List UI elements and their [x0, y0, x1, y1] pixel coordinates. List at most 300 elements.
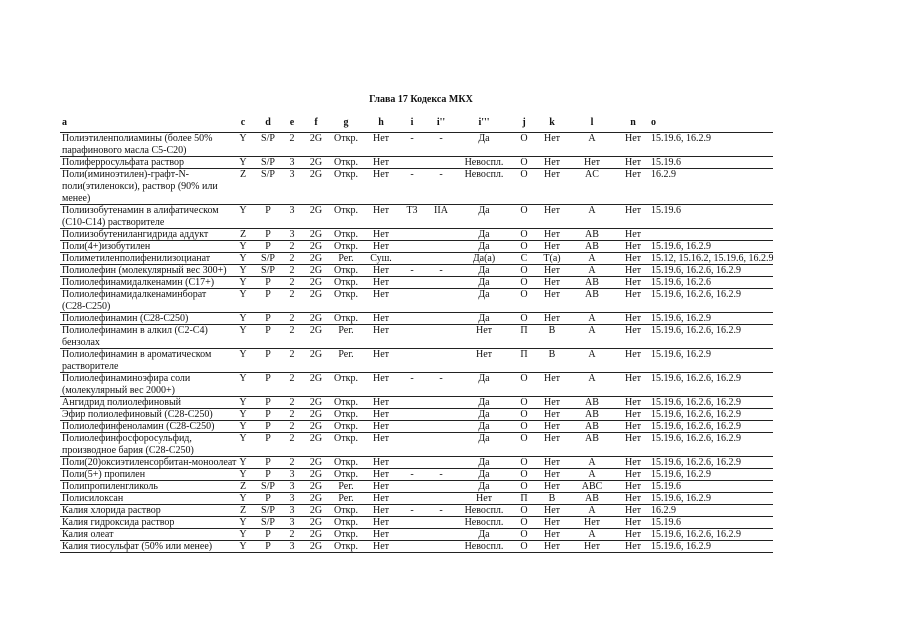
column-header-a: a	[62, 117, 67, 128]
cell-o: 15.19.6, 16.2.9	[651, 133, 711, 144]
cell-o: 15.19.6, 16.2.9	[651, 349, 711, 360]
cell-d: P	[265, 529, 271, 540]
cell-d: P	[265, 469, 271, 480]
cell-e: 2	[289, 409, 295, 420]
cell-e: 3	[289, 505, 295, 516]
cell-i3: Невоспл.	[464, 505, 504, 516]
substance-name-line: Полиолефинамин (C28-C250)	[62, 313, 189, 324]
cell-o: 15.19.6, 16.2.6, 16.2.9	[651, 409, 741, 420]
cell-k: Нет	[543, 313, 561, 324]
cell-f: 2G	[309, 133, 323, 144]
cell-l: A	[588, 325, 596, 336]
cell-c: Y	[239, 265, 247, 276]
cell-k: Т(а)	[543, 253, 561, 264]
substance-name-line: поли(этиленокси), раствор (90% или	[62, 181, 218, 192]
cell-o: 15.19.6, 16.2.9	[651, 541, 711, 552]
cell-h: Нет	[372, 325, 390, 336]
cell-f: 2G	[309, 409, 323, 420]
cell-g: Откр.	[334, 529, 358, 540]
cell-i3: Да	[478, 277, 490, 288]
cell-i3: Невоспл.	[464, 541, 504, 552]
cell-d: P	[265, 277, 271, 288]
cell-l: AB	[585, 289, 599, 300]
cell-g: Откр.	[334, 409, 358, 420]
cell-l: Нет	[583, 517, 601, 528]
cell-n: Нет	[624, 325, 642, 336]
cell-d: S/P	[261, 169, 275, 180]
cell-h: Нет	[372, 277, 390, 288]
cell-d: S/P	[261, 481, 275, 492]
table-row	[0, 493, 905, 505]
cell-c: Y	[239, 469, 247, 480]
cell-f: 2G	[309, 373, 323, 384]
cell-f: 2G	[309, 421, 323, 432]
cell-f: 2G	[309, 481, 323, 492]
substance-name-line: растворителе	[62, 361, 119, 372]
cell-c: Y	[239, 421, 247, 432]
cell-o: 15.19.6	[651, 481, 681, 492]
cell-l: AB	[585, 277, 599, 288]
cell-n: Нет	[624, 469, 642, 480]
table-row	[0, 133, 905, 157]
cell-c: Z	[239, 481, 247, 492]
table-row	[0, 541, 905, 553]
cell-o: 15.19.6	[651, 157, 681, 168]
substance-name-line: Полиферросульфата раствор	[62, 157, 185, 168]
cell-o: 15.19.6, 16.2.9	[651, 241, 711, 252]
cell-l: AB	[585, 397, 599, 408]
cell-k: Нет	[543, 469, 561, 480]
cell-d: P	[265, 313, 271, 324]
cell-n: Нет	[624, 253, 642, 264]
substance-name-line: Калия тиосульфат (50% или менее)	[62, 541, 213, 552]
cell-l: A	[588, 313, 596, 324]
cell-g: Рег.	[338, 349, 354, 360]
cell-n: Нет	[624, 277, 642, 288]
substance-name-line: производное бария (C28-C250)	[62, 445, 194, 456]
cell-i3: Да	[478, 421, 490, 432]
table-row	[0, 253, 905, 265]
cell-k: Нет	[543, 133, 561, 144]
cell-k: Нет	[543, 517, 561, 528]
cell-j: О	[520, 505, 528, 516]
substance-name-line: Полипропиленгликоль	[62, 481, 158, 492]
cell-h: Нет	[372, 169, 390, 180]
cell-l: A	[588, 373, 596, 384]
cell-l: AB	[585, 241, 599, 252]
substance-name-line: Полиолефинамин в алкил (C2-C4)	[62, 325, 208, 336]
table-row	[0, 469, 905, 481]
column-header-j: j	[522, 117, 526, 128]
substance-name-line: Полиизобутенилангидрида аддукт	[62, 229, 209, 240]
cell-l: Нет	[583, 157, 601, 168]
table-row	[0, 517, 905, 529]
cell-c: Y	[239, 133, 247, 144]
cell-e: 3	[289, 517, 295, 528]
cell-c: Y	[239, 325, 247, 336]
cell-g: Рег.	[338, 325, 354, 336]
cell-l: A	[588, 457, 596, 468]
cell-o: 15.19.6	[651, 205, 681, 216]
cell-f: 2G	[309, 157, 323, 168]
cell-c: Y	[239, 541, 247, 552]
cell-g: Откр.	[334, 133, 358, 144]
table-row	[0, 349, 905, 373]
substance-name-line: Поли(5+) пропилен	[62, 469, 146, 480]
cell-g: Откр.	[334, 373, 358, 384]
cell-g: Откр.	[334, 517, 358, 528]
substance-name	[62, 313, 238, 325]
cell-d: P	[265, 433, 271, 444]
column-header-h: h	[378, 117, 384, 128]
cell-c: Y	[239, 529, 247, 540]
cell-h: Нет	[372, 505, 390, 516]
substance-name-line: Полисилоксан	[62, 493, 124, 504]
substance-name	[62, 409, 238, 421]
substance-name-line: бензолах	[62, 337, 100, 348]
cell-g: Откр.	[334, 457, 358, 468]
cell-j: П	[520, 349, 528, 360]
cell-k: Нет	[543, 277, 561, 288]
cell-f: 2G	[309, 493, 323, 504]
cell-d: S/P	[261, 265, 275, 276]
cell-e: 3	[289, 157, 295, 168]
cell-k: Нет	[543, 373, 561, 384]
cell-i: -	[410, 133, 414, 144]
cell-n: Нет	[624, 421, 642, 432]
cell-g: Откр.	[334, 169, 358, 180]
cell-e: 2	[289, 421, 295, 432]
cell-o: 15.19.6, 16.2.6, 16.2.9	[651, 289, 741, 300]
cell-f: 2G	[309, 433, 323, 444]
cell-k: В	[548, 325, 556, 336]
cell-c: Y	[239, 253, 247, 264]
cell-o: 15.19.6, 16.2.6, 16.2.9	[651, 457, 741, 468]
cell-c: Y	[239, 409, 247, 420]
table-header	[0, 114, 905, 133]
cell-l: ABC	[581, 481, 603, 492]
cell-i3: Да	[478, 433, 490, 444]
table-row	[0, 205, 905, 229]
cell-i3: Да	[478, 409, 490, 420]
cell-o: 15.12, 15.16.2, 15.19.6, 16.2.9	[651, 253, 774, 264]
cell-o: 15.19.6, 16.2.6, 16.2.9	[651, 325, 741, 336]
substance-name	[62, 169, 238, 205]
cell-k: Нет	[543, 241, 561, 252]
cell-o: 16.2.9	[651, 169, 676, 180]
cell-l: A	[588, 505, 596, 516]
cell-e: 3	[289, 205, 295, 216]
cell-f: 2G	[309, 229, 323, 240]
cell-n: Нет	[624, 409, 642, 420]
cell-e: 3	[289, 481, 295, 492]
cell-k: В	[548, 349, 556, 360]
cell-n: Нет	[624, 505, 642, 516]
substance-name	[62, 469, 238, 481]
cell-h: Нет	[372, 457, 390, 468]
cell-j: О	[520, 157, 528, 168]
substance-name	[62, 397, 238, 409]
cell-h: Нет	[372, 289, 390, 300]
cell-j: О	[520, 457, 528, 468]
cell-c: Y	[239, 205, 247, 216]
cell-e: 2	[289, 433, 295, 444]
cell-o: 15.19.6, 16.2.6, 16.2.9	[651, 529, 741, 540]
cell-f: 2G	[309, 277, 323, 288]
substance-name	[62, 289, 238, 313]
substance-name	[62, 481, 238, 493]
cell-d: P	[265, 373, 271, 384]
cell-o: 15.19.6	[651, 517, 681, 528]
cell-c: Z	[239, 169, 247, 180]
cell-o: 15.19.6, 16.2.6, 16.2.9	[651, 373, 741, 384]
cell-d: S/P	[261, 157, 275, 168]
cell-k: Нет	[543, 205, 561, 216]
cell-e: 2	[289, 325, 295, 336]
cell-d: P	[265, 541, 271, 552]
cell-k: Нет	[543, 541, 561, 552]
cell-i3: Да	[478, 373, 490, 384]
cell-l: AC	[585, 169, 599, 180]
table-row	[0, 409, 905, 421]
substance-name	[62, 529, 238, 541]
column-header-i2: i''	[436, 117, 446, 128]
cell-j: О	[520, 517, 528, 528]
cell-j: О	[520, 313, 528, 324]
cell-o: 15.19.6, 16.2.6, 16.2.9	[651, 433, 741, 444]
substance-name-line: Полиолефин (молекулярный вес 300+)	[62, 265, 227, 276]
cell-g: Откр.	[334, 205, 358, 216]
cell-e: 2	[289, 277, 295, 288]
cell-h: Нет	[372, 433, 390, 444]
substance-name	[62, 349, 238, 373]
substance-name	[62, 133, 238, 157]
cell-e: 3	[289, 493, 295, 504]
cell-n: Нет	[624, 541, 642, 552]
table-row	[0, 433, 905, 457]
cell-d: P	[265, 421, 271, 432]
substance-name-line: Полиолефинфеноламин (C28-C250)	[62, 421, 215, 432]
cell-k: Нет	[543, 421, 561, 432]
cell-c: Y	[239, 373, 247, 384]
cell-i3: Невоспл.	[464, 157, 504, 168]
cell-d: S/P	[261, 133, 275, 144]
cell-k: Нет	[543, 433, 561, 444]
cell-h: Нет	[372, 409, 390, 420]
cell-j: О	[520, 541, 528, 552]
cell-e: 2	[289, 349, 295, 360]
substance-name	[62, 277, 238, 289]
cell-n: Нет	[624, 457, 642, 468]
column-header-k: k	[549, 117, 555, 128]
cell-g: Откр.	[334, 469, 358, 480]
table-row	[0, 481, 905, 493]
cell-e: 3	[289, 229, 295, 240]
cell-i: -	[410, 265, 414, 276]
cell-f: 2G	[309, 241, 323, 252]
substance-name-line: Поли(4+)изобутилен	[62, 241, 151, 252]
cell-i2: -	[439, 469, 443, 480]
cell-o: 16.2.9	[651, 505, 676, 516]
cell-i3: Да	[478, 133, 490, 144]
cell-i3: Да	[478, 229, 490, 240]
cell-l: A	[588, 469, 596, 480]
table-row	[0, 265, 905, 277]
cell-i3: Да	[478, 205, 490, 216]
cell-f: 2G	[309, 313, 323, 324]
cell-j: О	[520, 277, 528, 288]
cell-l: A	[588, 349, 596, 360]
cell-h: Нет	[372, 205, 390, 216]
cell-j: О	[520, 469, 528, 480]
cell-g: Откр.	[334, 229, 358, 240]
cell-h: Нет	[372, 265, 390, 276]
cell-n: Нет	[624, 205, 642, 216]
cell-g: Откр.	[334, 313, 358, 324]
cell-i: -	[410, 469, 414, 480]
substance-name-line: Полиолефинаминоэфира соли	[62, 373, 191, 384]
substance-name	[62, 493, 238, 505]
cell-j: П	[520, 325, 528, 336]
cell-n: Нет	[624, 433, 642, 444]
cell-l: A	[588, 133, 596, 144]
cell-o: 15.19.6, 16.2.6	[651, 277, 711, 288]
substance-name-line: Поли(20)оксиэтиленсорбитан-моноолеат	[62, 457, 237, 468]
table-row	[0, 325, 905, 349]
substance-name-line: Калия гидроксида раствор	[62, 517, 175, 528]
cell-h: Нет	[372, 493, 390, 504]
cell-c: Z	[239, 505, 247, 516]
cell-h: Нет	[372, 349, 390, 360]
substance-name	[62, 205, 238, 229]
substance-name	[62, 457, 238, 469]
column-header-n: n	[630, 117, 636, 128]
cell-k: Нет	[543, 289, 561, 300]
table-row	[0, 157, 905, 169]
cell-j: О	[520, 529, 528, 540]
cell-o: 15.19.6, 16.2.9	[651, 493, 711, 504]
cell-c: Y	[239, 241, 247, 252]
substance-name-line: (молекулярный вес 2000+)	[62, 385, 176, 396]
column-header-i3: i'''	[478, 117, 490, 128]
substance-name-line: менее)	[62, 193, 91, 204]
substance-name-line: парафинового масла C5-C20)	[62, 145, 187, 156]
cell-g: Откр.	[334, 241, 358, 252]
substance-name-line: (C10-C14) растворителе	[62, 217, 165, 228]
column-header-l: l	[590, 117, 594, 128]
cell-j: О	[520, 289, 528, 300]
cell-i: -	[410, 169, 414, 180]
cell-h: Суш.	[370, 253, 392, 264]
cell-n: Нет	[624, 265, 642, 276]
cell-g: Рег.	[338, 481, 354, 492]
cell-l: Нет	[583, 541, 601, 552]
cell-e: 2	[289, 133, 295, 144]
table-row	[0, 421, 905, 433]
cell-h: Нет	[372, 421, 390, 432]
cell-n: Нет	[624, 397, 642, 408]
cell-d: S/P	[261, 517, 275, 528]
cell-i3: Да	[478, 313, 490, 324]
cell-l: AB	[585, 229, 599, 240]
cell-h: Нет	[372, 481, 390, 492]
cell-c: Y	[239, 277, 247, 288]
cell-i: T3	[406, 205, 418, 216]
cell-j: О	[520, 133, 528, 144]
cell-d: P	[265, 229, 271, 240]
cell-g: Откр.	[334, 397, 358, 408]
cell-g: Откр.	[334, 157, 358, 168]
substance-name-line: (C28-C250)	[62, 301, 111, 312]
cell-h: Нет	[372, 229, 390, 240]
cell-d: P	[265, 493, 271, 504]
cell-e: 2	[289, 397, 295, 408]
table-row	[0, 289, 905, 313]
cell-j: П	[520, 493, 528, 504]
substance-name	[62, 229, 238, 241]
cell-e: 2	[289, 241, 295, 252]
cell-f: 2G	[309, 169, 323, 180]
cell-l: AB	[585, 493, 599, 504]
cell-n: Нет	[624, 517, 642, 528]
cell-j: О	[520, 169, 528, 180]
cell-g: Откр.	[334, 265, 358, 276]
cell-f: 2G	[309, 469, 323, 480]
cell-f: 2G	[309, 529, 323, 540]
cell-e: 2	[289, 373, 295, 384]
substance-name	[62, 253, 238, 265]
cell-n: Нет	[624, 349, 642, 360]
substance-name	[62, 157, 238, 169]
cell-i2: IIA	[434, 205, 448, 216]
cell-i3: Нет	[475, 493, 493, 504]
substance-name	[62, 421, 238, 433]
cell-l: AB	[585, 421, 599, 432]
cell-i3: Да	[478, 529, 490, 540]
cell-e: 2	[289, 457, 295, 468]
table-row	[0, 529, 905, 541]
substance-name	[62, 373, 238, 397]
cell-e: 2	[289, 313, 295, 324]
cell-o: 15.19.6, 16.2.6, 16.2.9	[651, 265, 741, 276]
cell-i2: -	[439, 265, 443, 276]
cell-n: Нет	[624, 529, 642, 540]
cell-d: P	[265, 409, 271, 420]
cell-e: 3	[289, 169, 295, 180]
cell-l: A	[588, 253, 596, 264]
cell-i3: Да	[478, 469, 490, 480]
cell-g: Откр.	[334, 433, 358, 444]
column-header-e: e	[289, 117, 295, 128]
cell-i3: Да	[478, 289, 490, 300]
table-row	[0, 397, 905, 409]
substance-name	[62, 265, 238, 277]
cell-f: 2G	[309, 517, 323, 528]
cell-l: AB	[585, 409, 599, 420]
cell-k: В	[548, 493, 556, 504]
cell-c: Y	[239, 349, 247, 360]
substance-name	[62, 541, 238, 553]
cargo-table	[0, 114, 905, 553]
cell-n: Нет	[624, 229, 642, 240]
cell-i3: Нет	[475, 325, 493, 336]
column-header-o: o	[651, 117, 656, 128]
cell-h: Нет	[372, 133, 390, 144]
cell-e: 2	[289, 253, 295, 264]
cell-i3: Да	[478, 265, 490, 276]
cell-j: О	[520, 265, 528, 276]
cell-g: Откр.	[334, 289, 358, 300]
